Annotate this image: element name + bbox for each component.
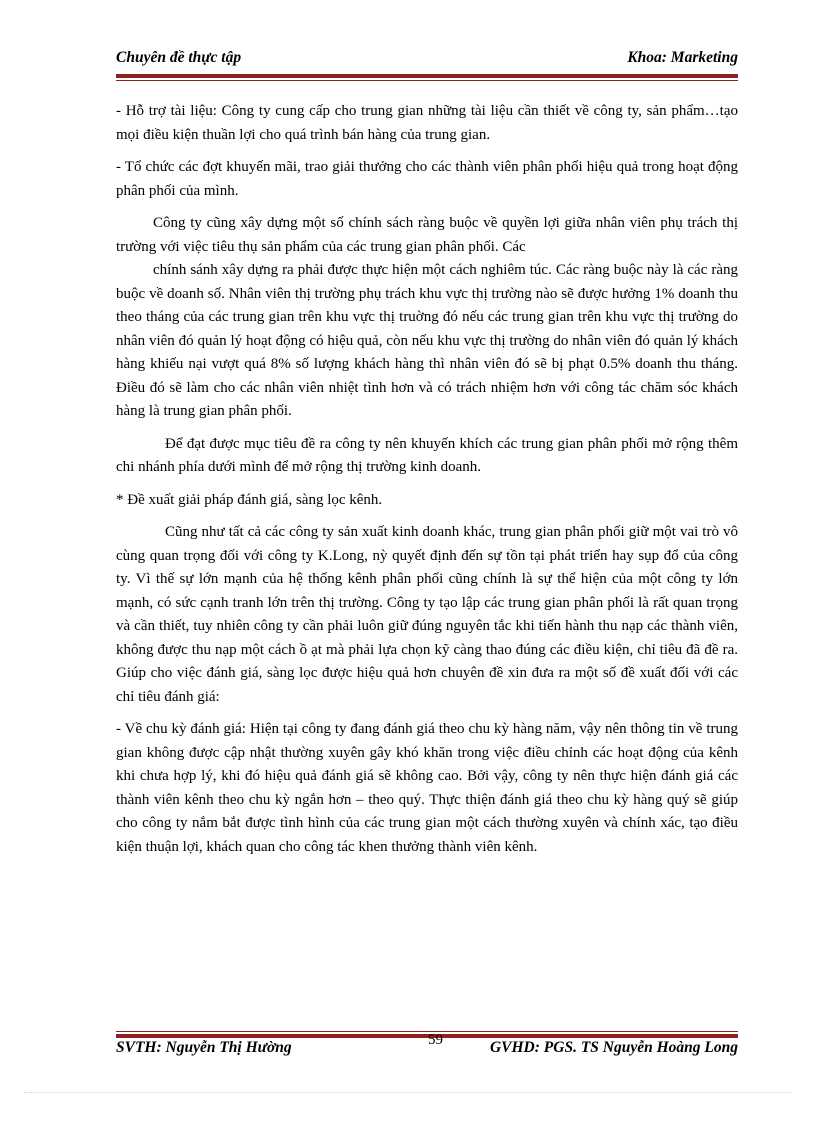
page-boundary-dotted-line bbox=[24, 1092, 792, 1093]
footer-student: SVTH: Nguyễn Thị Hường bbox=[116, 1039, 292, 1056]
paragraph-branch-expansion: Để đạt được mục tiêu đề ra công ty nên khuyến khích các trung gian phân phối mở rộng thêm chi nhánh phía dưới mình để mở rộng thị trường kinh doanh. bbox=[116, 435, 738, 475]
header-rule-thick bbox=[116, 74, 738, 78]
body-text bbox=[116, 100, 738, 859]
header-topic: Chuyên đề thực tập bbox=[116, 49, 242, 66]
paragraph-document-support: - Hỗ trợ tài liệu: Công ty cung cấp cho trung gian những tài liệu cần thiết về công ty, sản phẩm…tạo mọi điều kiện thuần lợi cho quá trình bán hàng của trung gian. bbox=[116, 103, 738, 143]
page-number: 59 bbox=[428, 1032, 443, 1048]
paragraph-intermediary-role: Cũng như tất cả các công ty sản xuất kinh doanh khác, trung gian phân phối giữ một vai trò vô cùng quan trọng đối với công ty K.Long, nỳ quyết định đến sự tồn tại phát triển hay sụp đổ của công ty. Vì thế sự lớn mạnh của hệ thống kênh phân phối cũng chính là sự thể hiện của một công ty lớn mạnh, có sức cạnh tranh lớn trên thị trường. Công ty tạo lập các trung gian phân phối là rất quan trọng và cần thiết, tuy nhiên công ty cần phải luôn giữ đúng nguyên tắc khi tiến hành thu nạp các thành viên, không được thu nạp một cách ồ ạt mà phải lựa chọn kỹ càng thao đúng các điều kiện, chỉ tiêu đã đề ra. Giúp cho việc đánh giá, sàng lọc được hiệu quả hơn chuyên đề xin đưa ra một số đề xuất đối với các chỉ tiêu đánh giá: bbox=[116, 524, 738, 705]
footer-rule-thin bbox=[116, 1031, 738, 1032]
header-faculty: Khoa: Marketing bbox=[627, 49, 738, 66]
header-rule-thin bbox=[116, 80, 738, 81]
page-footer bbox=[116, 1032, 738, 1062]
footer-advisor: GVHD: PGS. TS Nguyễn Hoàng Long bbox=[489, 1039, 738, 1056]
paragraph-evaluation-cycle: - Về chu kỳ đánh giá: Hiện tại công ty đang đánh giá theo chu kỳ hàng năm, vậy nên thông tin về trung gian không được cập nhật thường xuyên gây khó khăn trong việc điều chỉnh các hoạt động của kênh khi chưa hợp lý, khi đó hiệu quả đánh giá sẽ không cao. Bởi vậy, công ty nên thực hiện đánh giá các thành viên kênh theo chu kỳ ngắn hơn – theo quý. Thực thiện đánh giá theo chu kỳ hàng quý sẽ giúp cho công ty nắm bắt được tình hình của các trung gian một cách thường xuyên và chính xác, tạo điều kiện thuận lợi, khách quan cho công tác khen thưởng thành viên kênh. bbox=[116, 721, 738, 855]
paragraph-binding-policy: Công ty cũng xây dựng một số chính sách ràng buộc về quyền lợi giữa nhân viên phụ trách thị trường với việc tiêu thụ sản phẩm của các trung gian phân phối. Các bbox=[116, 215, 738, 255]
paragraph-evaluation-heading: * Đề xuất giải pháp đánh giá, sàng lọc kênh. bbox=[116, 491, 383, 508]
paragraph-promotions: - Tổ chức các đợt khuyến mãi, trao giải thưởng cho các thành viên phân phối hiệu quả trong hoạt động phân phối của mình. bbox=[116, 159, 738, 199]
page-header bbox=[116, 49, 738, 73]
paragraph-sales-constraints: chính sánh xây dựng ra phải được thực hiện một cách nghiêm túc. Các ràng buộc này là các ràng buộc về doanh số. Nhân viên thị trường phụ trách khu vực thị trường nào sẽ được hưởng 1% doanh thu theo tháng của các trung gian trên khu vực thị truờng đó nếu các trung gian trên khu vực thị trường do nhân viên đó quản lý hoạt động có hiệu quả, còn nếu khu vực thị trường do nhân viên đó quản lý khách hàng khiếu nại vượt quá 8% số lượng khách hàng thì nhân viên đó sẽ bị phạt 0.5% doanh thu tháng. Điều đó sẽ làm cho các nhân viên nhiệt tình hơn và có trách nhiệm hơn với công tác chăm sóc khách hàng là trung gian phân phối. bbox=[116, 262, 738, 419]
